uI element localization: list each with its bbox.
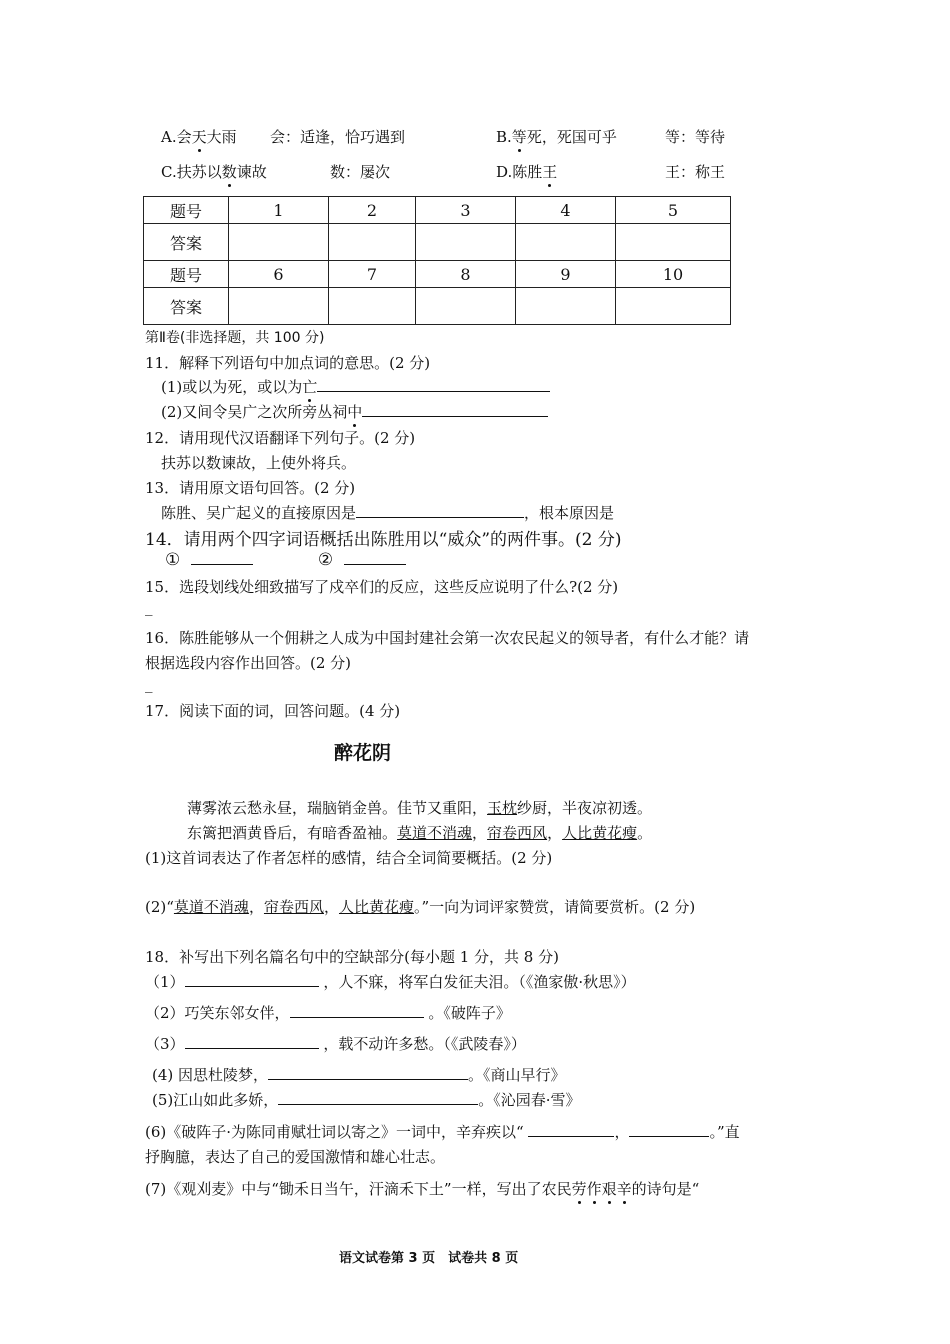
answer-cell[interactable] [616, 288, 731, 325]
answer-blank[interactable] [185, 985, 319, 987]
answer-cell[interactable] [416, 224, 516, 261]
table-cell: 10 [616, 261, 731, 288]
q17-stem: 17．阅读下面的词，回答问题。(4 分) [145, 702, 401, 720]
answer-blank[interactable] [362, 415, 548, 417]
answer-blank[interactable] [317, 390, 550, 392]
q12-stem: 12．请用现代汉语翻译下列句子。(2 分) [145, 429, 416, 447]
answer-cell[interactable] [516, 224, 616, 261]
q18-item4: (4) 因思杜陵梦， 。《商山早行》 [152, 1066, 566, 1084]
q13-line: 陈胜、吴广起义的直接原因是 ，根本原因是 [161, 504, 615, 522]
q11-item1: (1)或以为死，或以为亡 [161, 376, 550, 397]
answer-cell[interactable] [229, 288, 329, 325]
q14-stem: 14．请用两个四字词语概括出陈胜用以“威众”的两件事。(2 分) [145, 530, 622, 550]
answer-cell[interactable] [616, 224, 731, 261]
q15-stem: 15．选段划线处细致描写了戍卒们的反应，这些反应说明了什么?(2 分) [145, 578, 619, 596]
q11-stem: 11．解释下列语句中加点词的意思。(2 分) [145, 354, 431, 372]
option-a: A.会天大雨 [161, 128, 237, 146]
answer-cell[interactable] [516, 288, 616, 325]
option-d: D.陈胜王 [496, 163, 558, 181]
poem-line-1: 薄雾浓云愁永昼，瑞脑销金兽。佳节又重阳，玉枕纱厨，半夜凉初透。 [187, 799, 653, 817]
answer-cell[interactable] [416, 288, 516, 325]
poem-line-2: 东篱把酒黄昏后，有暗香盈袖。莫道不消魂，帘卷西风，人比黄花瘦。 [187, 824, 653, 842]
q18-item1: （1） ，人不寐，将军白发征夫泪。（《渔家傲·秋思》） [145, 973, 636, 991]
table-cell: 6 [229, 261, 329, 288]
q16-answer-line[interactable]: _ [145, 675, 153, 693]
table-cell: 2 [329, 197, 416, 224]
q17-sub2: (2)“莫道不消魂，帘卷西风，人比黄花瘦。”一向为词评家赞赏，请简要赏析。(2 分) [145, 898, 696, 916]
answer-blank[interactable] [629, 1135, 709, 1137]
answer-cell[interactable] [329, 288, 416, 325]
poem-title: 醉花阴 [334, 742, 392, 764]
answer-cell[interactable] [329, 224, 416, 261]
q17-sub1: (1)这首词表达了作者怎样的感情，结合全词简要概括。(2 分) [145, 849, 553, 867]
q18-item6: (6)《破阵子·为陈同甫赋壮词以寄之》一词中，辛弃疾以“ ， 。”直 [145, 1123, 740, 1141]
page-footer: 语文试卷第 3 页 试卷共 8 页 [339, 1251, 519, 1266]
answer-table [143, 196, 731, 325]
option-b: B.等死，死国可乎 [496, 128, 617, 146]
table-cell: 9 [516, 261, 616, 288]
option-b-meaning: 等：等待 [665, 128, 726, 146]
table-cell: 5 [616, 197, 731, 224]
answer-blank[interactable] [290, 1016, 424, 1018]
table-label: 答案 [144, 224, 229, 261]
option-d-meaning: 王：称王 [665, 163, 726, 181]
table-cell: 1 [229, 197, 329, 224]
q18-item7: (7)《观刈麦》中与“锄禾日当午，汗滴禾下土”一样，写出了农民劳作艰辛的诗句是“ [145, 1180, 700, 1198]
q11-item2: (2)又间令吴广之次所旁丛祠中 [161, 401, 548, 422]
table-cell: 7 [329, 261, 416, 288]
q18-item3: （3） ，载不动许多愁。（《武陵春》） [145, 1035, 526, 1053]
section-heading: 第Ⅱ卷(非选择题，共 100 分) [145, 330, 325, 346]
q18-stem: 18．补写出下列名篇名句中的空缺部分(每小题 1 分，共 8 分) [145, 948, 559, 966]
table-cell: 8 [416, 261, 516, 288]
q16-stem-line1: 16．陈胜能够从一个佣耕之人成为中国封建社会第一次农民起义的领导者，有什么才能？请 [145, 629, 750, 647]
q15-answer-line[interactable]: _ [145, 598, 153, 616]
table-cell: 3 [416, 197, 516, 224]
q18-item5: (5)江山如此多娇， 。《沁园春·雪》 [152, 1091, 581, 1109]
table-cell: 4 [516, 197, 616, 224]
q16-stem-line2: 根据选段内容作出回答。(2 分) [145, 654, 352, 672]
answer-blank[interactable] [528, 1135, 614, 1137]
answer-blank[interactable] [278, 1103, 478, 1105]
answer-blank[interactable] [268, 1078, 468, 1080]
table-label: 题号 [144, 261, 229, 288]
option-c: C.扶苏以数谏故 [161, 163, 267, 181]
answer-blank[interactable] [185, 1047, 319, 1049]
answer-blank[interactable] [356, 516, 524, 518]
option-c-meaning: 数：屡次 [330, 163, 391, 181]
q18-item6-line2: 抒胸臆，表达了自己的爱国激情和雄心壮志。 [145, 1148, 446, 1166]
q12-sentence: 扶苏以数谏故，上使外将兵。 [161, 454, 357, 472]
option-a-meaning: 会：适逢，恰巧遇到 [270, 128, 406, 146]
answer-cell[interactable] [229, 224, 329, 261]
answer-blank[interactable] [191, 563, 253, 565]
q18-item2: （2）巧笑东邻女伴， 。《破阵子》 [145, 1004, 511, 1022]
table-label: 题号 [144, 197, 229, 224]
q13-stem: 13．请用原文语句回答。(2 分) [145, 479, 356, 497]
q14-blanks: ① ② [165, 550, 406, 570]
answer-blank[interactable] [344, 563, 406, 565]
table-label: 答案 [144, 288, 229, 325]
